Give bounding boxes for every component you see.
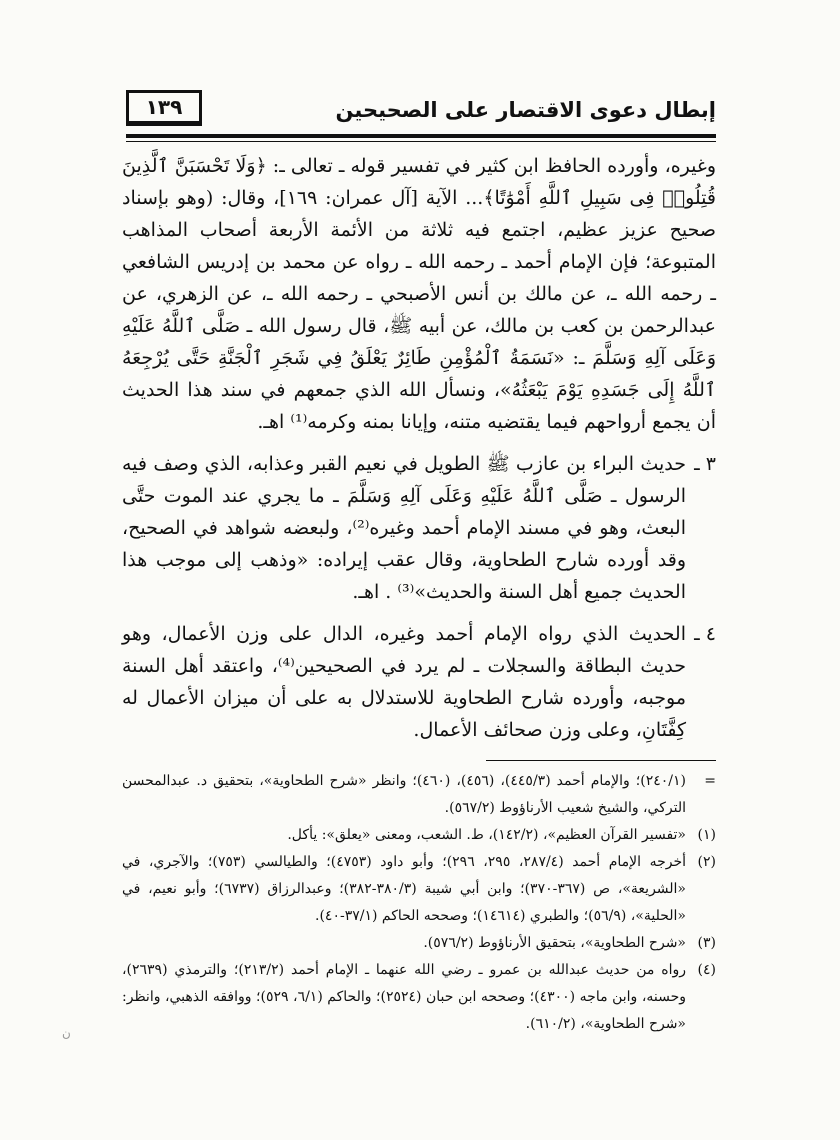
page-number: ١٣٩	[126, 90, 202, 126]
footnote-continuation	[122, 768, 716, 822]
footnote-4	[122, 957, 716, 1038]
list-item-3	[122, 448, 716, 608]
margin-mark: ن	[62, 1026, 71, 1040]
footnote-marker: =	[704, 773, 716, 789]
footnote-number: (١)	[697, 827, 716, 843]
footnotes	[122, 768, 716, 1038]
item-number: ٣ ـ	[694, 453, 716, 475]
footnote-1	[122, 822, 716, 849]
page-header	[126, 90, 716, 132]
footnote-3	[122, 930, 716, 957]
main-text	[122, 150, 716, 756]
footnote-number: (٣)	[697, 935, 716, 951]
footnote-number: (٢)	[697, 854, 716, 870]
footnote-text: (٢٤٠/١)؛ والإمام أحمد (٤٤٥/٣)، (٤٥٦)، (٤٦٠)؛ وانظر «شرح الطحاوية»، بتحقيق د. عبدالمحسن التركي، والشيخ شعيب الأرناؤوط (٥٦٧/٢).	[122, 773, 686, 816]
footnote-text: رواه من حديث عبدالله بن عمرو ـ رضي الله عنهما ـ الإمام أحمد (٢١٣/٢)؛ والترمذي (٢٦٣٩)، وحسنه، وابن ماجه (٤٣٠٠)؛ وصححه ابن حبان (٢٥٢٤)؛ والحاكم (٦/١، ٥٢٩)؛ ووافقه الذهبي، وانظر: «شرح الطحاوية»، (٦١٠/٢).	[122, 962, 686, 1032]
list-item-4	[122, 618, 716, 746]
footnote-separator	[486, 760, 716, 761]
item-text: حديث البراء بن عازب ﷺ الطويل في نعيم القبر وعذابه، الذي وصف فيه الرسول ـ صَلَّى ٱللَّهُ عَلَيْهِ وَعَلَى آلِهِ وَسَلَّمَ ـ ما يجري عند الموت حتَّى البعث، وهو في مسند الإمام أحمد وغيره⁽²⁾، ولبعضه شواهد في الصحيح، وقد أورده شارح الطحاوية، وقال عقب إيراده: «وذهب إلى موجب هذا الحديث جميع أهل السنة والحديث»⁽³⁾ . اهـ.	[122, 453, 686, 603]
footnote-text: «شرح الطحاوية»، بتحقيق الأرناؤوط (٥٧٦/٢).	[423, 935, 686, 951]
footnote-number: (٤)	[697, 962, 716, 978]
running-title: إبطال دعوى الاقتصار على الصحيحين	[335, 98, 716, 122]
header-rule-thin	[126, 141, 716, 142]
item-text: الحديث الذي رواه الإمام أحمد وغيره، الدال على وزن الأعمال، وهو حديث البطاقة والسجلات ـ لم يرد في الصحيحين⁽⁴⁾، واعتقد أهل السنة موجبه، وأورده شارح الطحاوية للاستدلال به على أن ميزان الأعمال له كِفَّتَانِ، وعلى وزن صحائف الأعمال.	[122, 623, 686, 741]
footnote-text: «تفسير القرآن العظيم»، (١٤٢/٢)، ط. الشعب، ومعنى «يعلق»: يأكل.	[287, 827, 686, 843]
paragraph-continuation: وغيره، وأورده الحافظ ابن كثير في تفسير قوله ـ تعالى ـ: ﴿وَلَا تَحْسَبَنَّ ٱلَّذِينَ قُتِلُوا۟ فِى سَبِيلِ ٱللَّهِ أَمْوَٰتًا﴾... الآية [آل عمران: ١٦٩]، وقال: (وهو بإسناد صحيح عزيز عظيم، اجتمع فيه ثلاثة من الأئمة الأربعة أصحاب المذاهب المتبوعة؛ فإن الإمام أحمد ـ رحمه الله ـ رواه عن محمد بن إدريس الشافعي ـ رحمه الله ـ، عن مالك بن أنس الأصبحي ـ رحمه الله ـ، عن الزهري، عن عبدالرحمن بن كعب بن مالك، عن أبيه ﷺ، قال رسول الله ـ صَلَّى ٱللَّهُ عَلَيْهِ وَعَلَى آلِهِ وَسَلَّمَ ـ: «نَسَمَةُ ٱلْمُؤْمِنِ طَائِرٌ يَعْلَقُ فِي شَجَرِ ٱلْجَنَّةِ حَتَّى يُرْجِعَهُ ٱللَّهُ إِلَى جَسَدِهِ يَوْمَ يَبْعَثُهُ»، ونسأل الله الذي جمعهم في سند هذا الحديث أن يجمع أرواحهم فيما يقتضيه متنه، وإيانا بمنه وكرمه⁽¹⁾ اهـ.	[122, 155, 716, 433]
item-number: ٤ ـ	[694, 623, 716, 645]
header-rule	[126, 134, 716, 138]
footnote-text: أخرجه الإمام أحمد (٢٨٧/٤، ٢٩٥، ٢٩٦)؛ وأبو داود (٤٧٥٣)؛ والطيالسي (٧٥٣)؛ والآجري، في «الشريعة»، ص (٣٦٧-٣٧٠)؛ وابن أبي شيبة (٣٨٠/٣-٣٨٢)؛ وعبدالرزاق (٦٧٣٧)؛ وأبو نعيم، في «الحلية»، (٥٦/٩)؛ والطبري (١٤٦١٤)؛ وصححه الحاكم (٣٧/١-٤٠).	[122, 854, 687, 924]
footnote-2	[122, 849, 716, 930]
